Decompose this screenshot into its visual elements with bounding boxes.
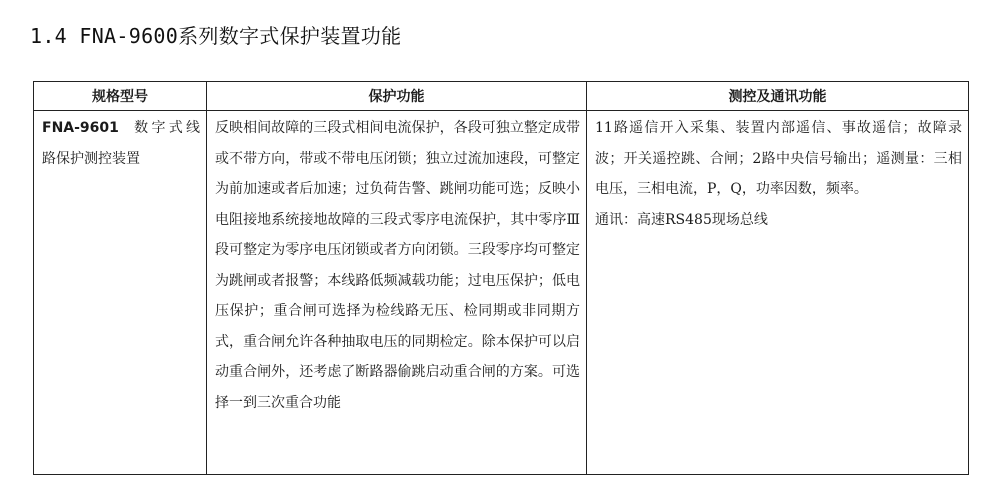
protection-cell — [207, 111, 587, 475]
model-description: 数字式线路保护测控装置 — [42, 120, 200, 167]
header-model: 规格型号 — [34, 82, 207, 111]
monitoring-text: 11路遥信开入采集、装置内部遥信、事故遥信；故障录波；开关遥控跳、合闸；2路中央信号输出；遥测量：三相电压，三相电流，P，Q，功率因数，频率。 — [595, 120, 962, 197]
monitoring-cell — [587, 111, 969, 475]
header-protection: 保护功能 — [207, 82, 587, 111]
protection-text: 反映相间故障的三段式相间电流保护，各段可独立整定成带或不带方向，带或不带电压闭锁；独立过流加速段，可整定为前加速或者后加速；过负荷告警、跳闸功能可选；反映小电阻接地系统接地故障的三段式零序电流保护，其中零序Ⅲ段可整定为零序电压闭锁或者方向闭锁。三段零序均可整定为跳闸或者报警；本线路低频减载功能；过电压保护；低电压保护；重合闸可选择为检线路无压、检同期或非同期方式，重合闸允许各种抽取电压的同期检定。除本保护可以启动重合闸外，还考虑了断路器偷跳启动重合闸的方案。可选择一到三次重合功能 — [215, 120, 580, 411]
table-row — [34, 111, 969, 475]
model-code: FNA-9601 — [42, 120, 119, 136]
protection-spec-table — [33, 81, 969, 475]
section-title: 1.4 FNA-9600系列数字式保护装置功能 — [30, 24, 402, 48]
model-cell — [34, 111, 207, 475]
communication-text: 通讯：高速RS485现场总线 — [595, 211, 768, 228]
header-monitoring: 测控及通讯功能 — [587, 82, 969, 111]
table-header-row — [34, 82, 969, 111]
